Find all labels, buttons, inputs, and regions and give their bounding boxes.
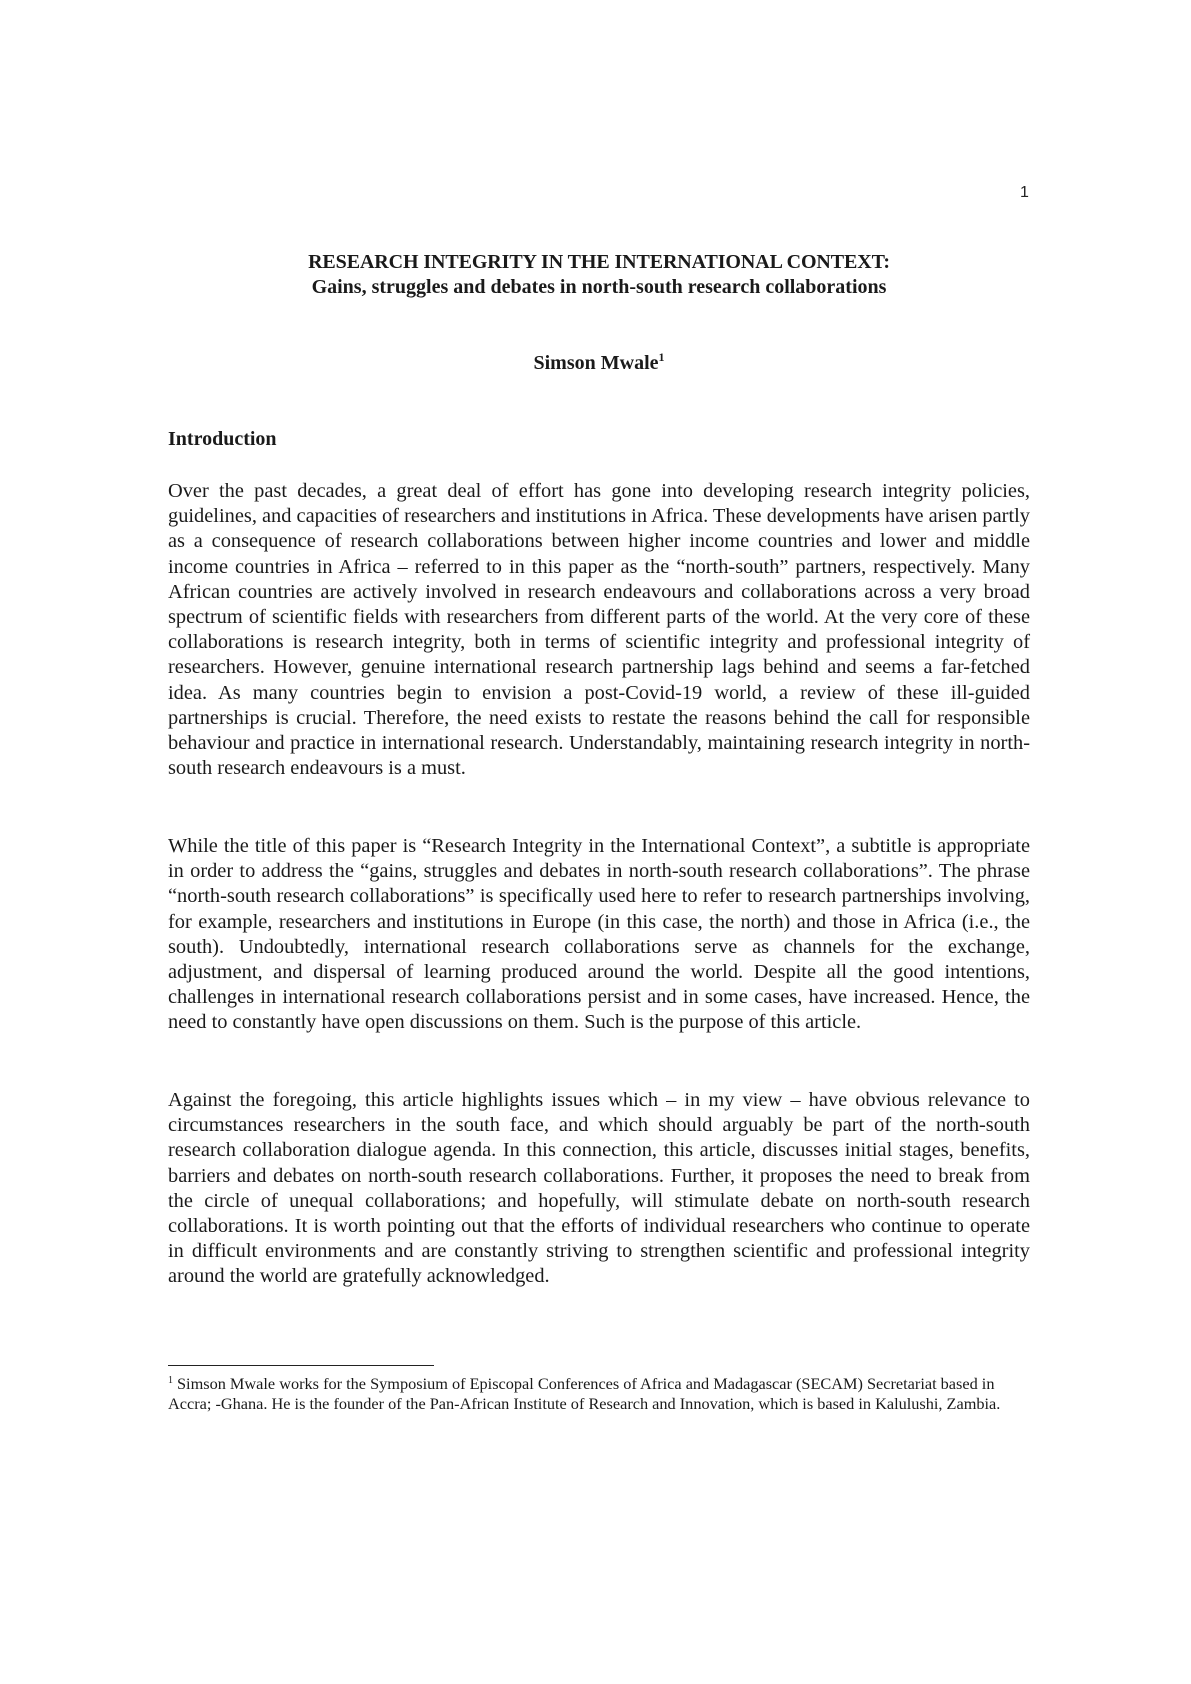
paper-title: RESEARCH INTEGRITY IN THE INTERNATIONAL CONTEXT:: [308, 251, 890, 273]
section-heading-introduction: Introduction: [168, 428, 277, 450]
author-footnote-marker[interactable]: 1: [658, 350, 665, 364]
paper-subtitle: Gains, struggles and debates in north-south research collaborations: [311, 276, 887, 298]
author-line: [168, 352, 1030, 375]
title-block: [168, 250, 1030, 300]
page-number: 1: [1020, 184, 1029, 201]
paragraph: Over the past decades, a great deal of effort has gone into developing research integrity policies, guidelines, and capacities of researchers and institutions in Africa. These developments have arisen partly as a consequence of research collaborations between higher income countries and lower and middle income countries in Africa – referred to in this paper as the “north-south” partners, respectively. Many African countries are actively involved in research endeavours and collaborations across a very broad spectrum of scientific fields with researchers from different parts of the world. At the very core of these collaborations is research integrity, both in terms of scientific integrity and professional integrity of researchers. However, genuine international research partnership lags behind and seems a far-fetched idea. As many countries begin to envision a post-Covid-19 world, a review of these ill-guided partnerships is crucial. Therefore, the need exists to restate the reasons behind the call for responsible behaviour and practice in international research. Understandably, maintaining research integrity in north-south research endeavours is a must.: [168, 480, 1030, 780]
footnote-marker: 1: [168, 1375, 173, 1386]
footnote: [168, 1374, 1030, 1414]
paragraph: While the title of this paper is “Research Integrity in the International Context”, a subtitle is appropriate in order to address the “gains, struggles and debates in north-south research collaborations”. The phrase “north-south research collaborations” is specifically used here to refer to research partnerships involving, for example, researchers and institutions in Europe (in this case, the north) and those in Africa (i.e., the south). Undoubtedly, international research collaborations serve as channels for the exchange, adjustment, and dispersal of learning produced around the world. Despite all the good intentions, challenges in international research collaborations persist and in some cases, have increased. Hence, the need to constantly have open discussions on them. Such is the purpose of this article.: [168, 835, 1030, 1034]
footnote-separator: [168, 1365, 434, 1366]
paragraph: Against the foregoing, this article highlights issues which – in my view – have obvious relevance to circumstances researchers in the south face, and which should arguably be part of the north-south research collaboration dialogue agenda. In this connection, this article, discusses initial stages, benefits, barriers and debates on north-south research collaborations. Further, it proposes the need to break from the circle of unequal collaborations; and hopefully, will stimulate debate on north-south research collaborations. It is worth pointing out that the efforts of individual researchers who continue to operate in difficult environments and are constantly striving to strengthen scientific and professional integrity around the world are gratefully acknowledged.: [168, 1089, 1030, 1288]
author-name: Simson Mwale: [533, 352, 659, 374]
footnote-text: Simson Mwale works for the Symposium of Episcopal Conferences of Africa and Madagascar (SECAM) Secretariat based in Accra; -Ghana. He is the founder of the Pan-African Institute of Research and Innovation, which is based in Kalulushi, Zambia.: [168, 1374, 1001, 1413]
